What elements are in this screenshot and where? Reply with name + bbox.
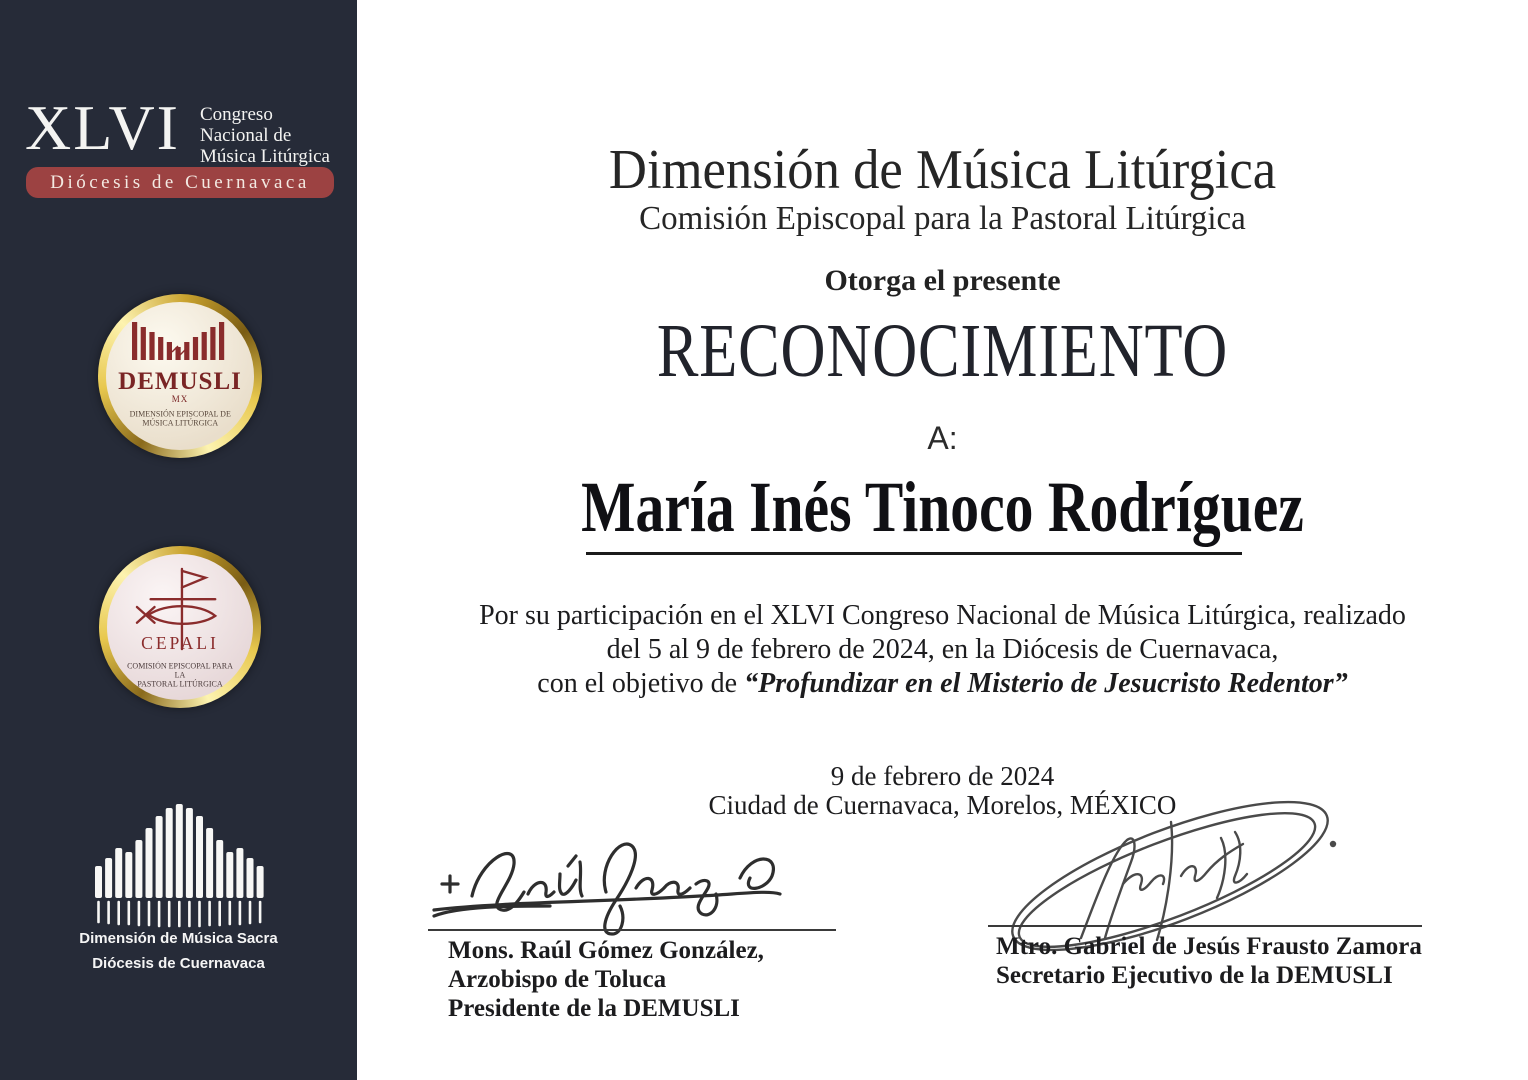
certificate-subtitle: Comisión Episcopal para la Pastoral Litúrgica (639, 200, 1246, 237)
presents-line: Otorga el presente (824, 264, 1061, 297)
recipient-name: María Inés Tinoco Rodríguez (581, 467, 1304, 547)
demusli-seal (98, 294, 262, 458)
demusli-caption-line: DIMENSIÓN EPISCOPAL DE (129, 410, 231, 419)
demusli-name: DEMUSLI (118, 368, 242, 395)
demusli-suffix: MX (171, 394, 189, 404)
demusli-caption (129, 410, 230, 428)
cepali-caption (122, 662, 239, 688)
cepali-seal (99, 546, 261, 708)
congress-title-line: Congreso (200, 104, 273, 125)
certificate-title: Dimensión de Música Litúrgica (608, 139, 1277, 201)
body-line: Por su participación en el XLVI Congreso Nacional de Música Litúrgica, realizado (479, 600, 1406, 631)
body-paragraph (357, 599, 1528, 701)
cepali-caption-line: COMISIÓN EPISCOPAL PARA LA (127, 661, 233, 680)
congress-title (200, 104, 330, 167)
sidebar-footer-line2: Diócesis de Cuernavaca (92, 955, 265, 972)
body-line: del 5 al 9 de febrero de 2024, en la Diócesis de Cuernavaca, (606, 634, 1279, 665)
signature-left-block (448, 936, 764, 1023)
demusli-seal-face (106, 302, 254, 450)
signer-role: Arzobispo de Toluca (448, 966, 667, 993)
signature-right-block (996, 932, 1422, 990)
organ-pipes-icon (132, 322, 228, 366)
signer-name: Mons. Raúl Gómez González, (448, 937, 764, 964)
congress-title-line: Música Litúrgica (200, 146, 330, 167)
body-line3-quote: “Profundizar en el Misterio de Jesucristo Redentor” (744, 668, 1348, 699)
date-line: 9 de febrero de 2024 (830, 761, 1055, 791)
congress-number: XLVI (25, 92, 180, 163)
sidebar-footer-line1: Dimensión de Música Sacra (79, 930, 278, 947)
signer-name: Mtro. Gabriel de Jesús Frausto Zamora (996, 933, 1422, 960)
to-label: A: (927, 420, 958, 456)
demusli-caption-line: MÚSICA LITÚRGICA (142, 419, 218, 428)
congress-title-line: Nacional de (200, 125, 292, 146)
svg-text:CEPALI: CEPALI (141, 632, 219, 653)
award-heading: RECONOCIMIENTO (656, 309, 1229, 393)
signer-role: Secretario Ejecutivo de la DEMUSLI (996, 962, 1393, 989)
recipient-underline (586, 552, 1242, 555)
signer-role: Presidente de la DEMUSLI (448, 995, 740, 1022)
organ-pipes-graphic (95, 802, 267, 930)
body-line (357, 667, 1528, 701)
signature-left-rule (428, 929, 836, 931)
signature-right-rule (988, 925, 1422, 927)
place-line: Ciudad de Cuernavaca, Morelos, MÉXICO (708, 790, 1177, 820)
signature-left-icon (420, 822, 820, 940)
signature-dot (1330, 841, 1336, 847)
sidebar (0, 0, 357, 1080)
diocese-banner: Diócesis de Cuernavaca (26, 167, 334, 198)
cepali-seal-face (107, 554, 253, 700)
body-line3-prefix: con el objetivo de (537, 668, 745, 699)
cepali-caption-line: PASTORAL LITÚRGICA (137, 679, 223, 689)
cepali-symbol-icon (121, 563, 239, 655)
